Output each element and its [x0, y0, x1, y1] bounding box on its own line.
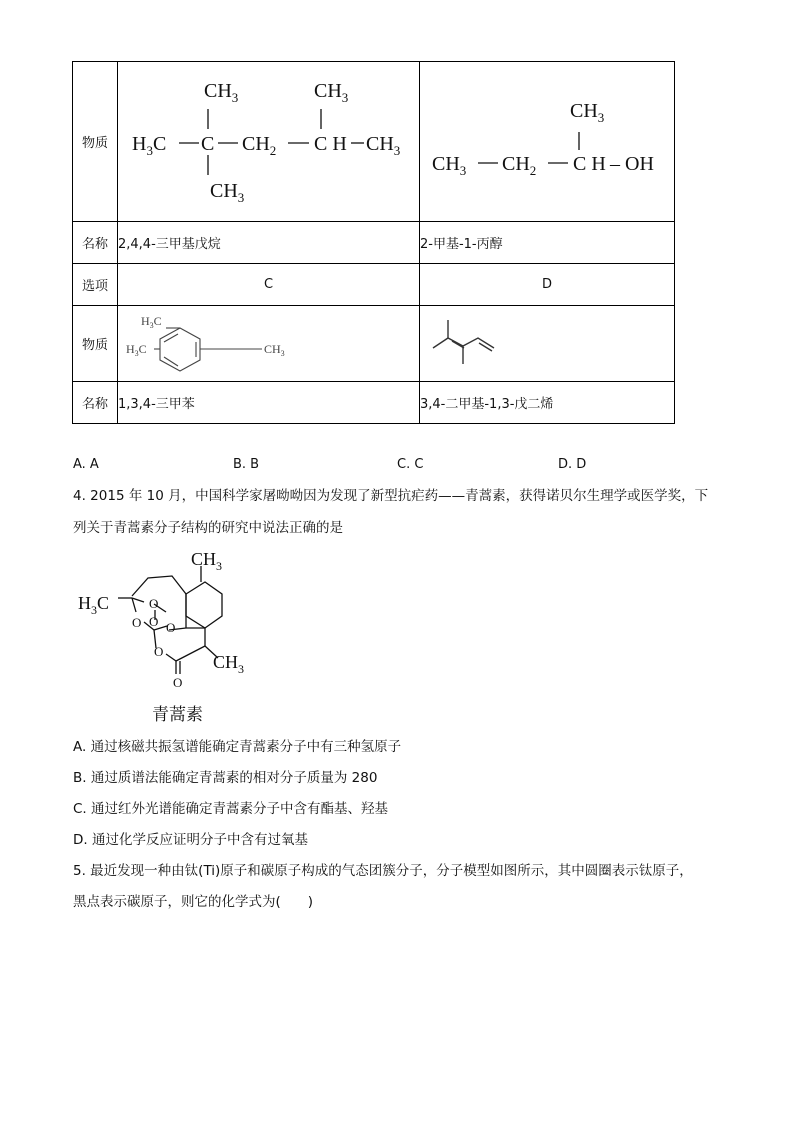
row-label-name-2: 名称: [73, 382, 118, 424]
table-row: [73, 264, 675, 306]
artemisinin-structure: [70, 546, 270, 731]
artemisinin-ch3-top: $CH_3$: [191, 549, 223, 573]
struct-a-ch3-right: $CH_3$: [366, 133, 401, 158]
struct-a-ch3-top-left: $CH_3$: [204, 80, 239, 105]
structure-a-cell: [118, 62, 420, 222]
struct-b-ch3: $CH_3$: [432, 153, 467, 178]
answer-option-a: A. A: [73, 457, 99, 472]
row-label-substance-2: 物质: [73, 306, 118, 382]
struct-c-h3c-top: $H_3C$: [141, 314, 162, 330]
struct-a-ch3-top-right: $CH_3$: [314, 80, 349, 105]
row-label-option: 选项: [73, 264, 118, 306]
struct-c-h3c-left: $H_3C$: [126, 342, 147, 358]
artemisinin-o-ether-1: O: [132, 615, 142, 630]
struct-b-oh: OH: [625, 153, 654, 175]
answer-option-b: B. B: [233, 457, 260, 472]
struct-c-benzene-ring: [154, 328, 262, 371]
table-row: [73, 222, 675, 264]
question-4-line-1: 4. 2015 年 10 月，中国科学家屠呦呦因为发现了新型抗疟药——青蒿素，获得诺贝尔生理学或医学奖，下: [73, 488, 709, 504]
question-4-choice-b: B. 通过质谱法能确定青蒿素的相对分子质量为 280: [73, 770, 378, 786]
option-c-header: C: [118, 264, 420, 306]
row-label-substance: 物质: [73, 62, 118, 222]
structure-d-cell: [420, 306, 675, 382]
question-5-line-2: 黑点表示碳原子，则它的化学式为( ): [73, 894, 314, 910]
structure-b: [420, 62, 674, 217]
struct-a-h3c: $H_3C$: [132, 133, 167, 158]
struct-b-ch3-top: $CH_3$: [570, 100, 605, 125]
artemisinin-o-ring: O: [154, 644, 164, 659]
name-a: 2,4,4-三甲基戊烷: [118, 222, 420, 264]
structure-b-cell: [420, 62, 675, 222]
question-4-line-2: 列关于青蒿素分子结构的研究中说法正确的是: [73, 520, 343, 536]
struct-a-ch: C H: [314, 133, 347, 155]
artemisinin-ch3-right: $CH_3$: [213, 652, 245, 676]
struct-c-ch3-right: $CH_3$: [264, 342, 285, 358]
struct-a-ch3-bottom: $CH_3$: [210, 180, 245, 205]
table-row: [73, 306, 675, 382]
comparison-table: [72, 61, 675, 424]
answer-option-d: D. D: [558, 457, 587, 472]
artemisinin-o-peroxide-2: O: [149, 614, 159, 629]
structure-d: [420, 306, 674, 377]
question-4-choice-d: D. 通过化学反应证明分子中含有过氧基: [73, 832, 308, 848]
name-b: 2-甲基-1-丙醇: [420, 222, 675, 264]
struct-b-dash: –: [610, 153, 620, 175]
artemisinin-o-peroxide-1: O: [149, 596, 159, 611]
artemisinin-label: 青蒿素: [152, 705, 203, 725]
table-row: [73, 382, 675, 424]
answer-option-c: C. C: [397, 457, 424, 472]
struct-b-ch: C H: [573, 153, 606, 175]
question-4-choice-c: C. 通过红外光谱能确定青蒿素分子中含有酯基、羟基: [73, 801, 389, 817]
struct-b-ch2: $CH_2$: [502, 153, 537, 178]
table-row: [73, 62, 675, 222]
name-d: 3,4-二甲基-1,3-戊二烯: [420, 382, 675, 424]
artemisinin-o-ether-2: O: [166, 620, 176, 635]
structure-c-cell: [118, 306, 420, 382]
structure-c: [118, 306, 419, 377]
struct-a-quaternary-c: C: [201, 133, 215, 155]
struct-d-skeleton: [433, 320, 494, 364]
option-d-header: D: [420, 264, 675, 306]
row-label-name: 名称: [73, 222, 118, 264]
question-5-line-1: 5. 最近发现一种由钛(Ti)原子和碳原子构成的气态团簇分子，分子模型如图所示，其中圆圈表示钛原子，: [73, 863, 693, 879]
struct-a-ch2: $CH_2$: [242, 133, 277, 158]
artemisinin-o-carbonyl: O: [173, 675, 183, 690]
structure-a: [118, 62, 419, 217]
artemisinin-h3c: $H_3C$: [78, 593, 110, 617]
question-4-choice-a: A. 通过核磁共振氢谱能确定青蒿素分子中有三种氢原子: [73, 739, 402, 755]
name-c: 1,3,4-三甲苯: [118, 382, 420, 424]
